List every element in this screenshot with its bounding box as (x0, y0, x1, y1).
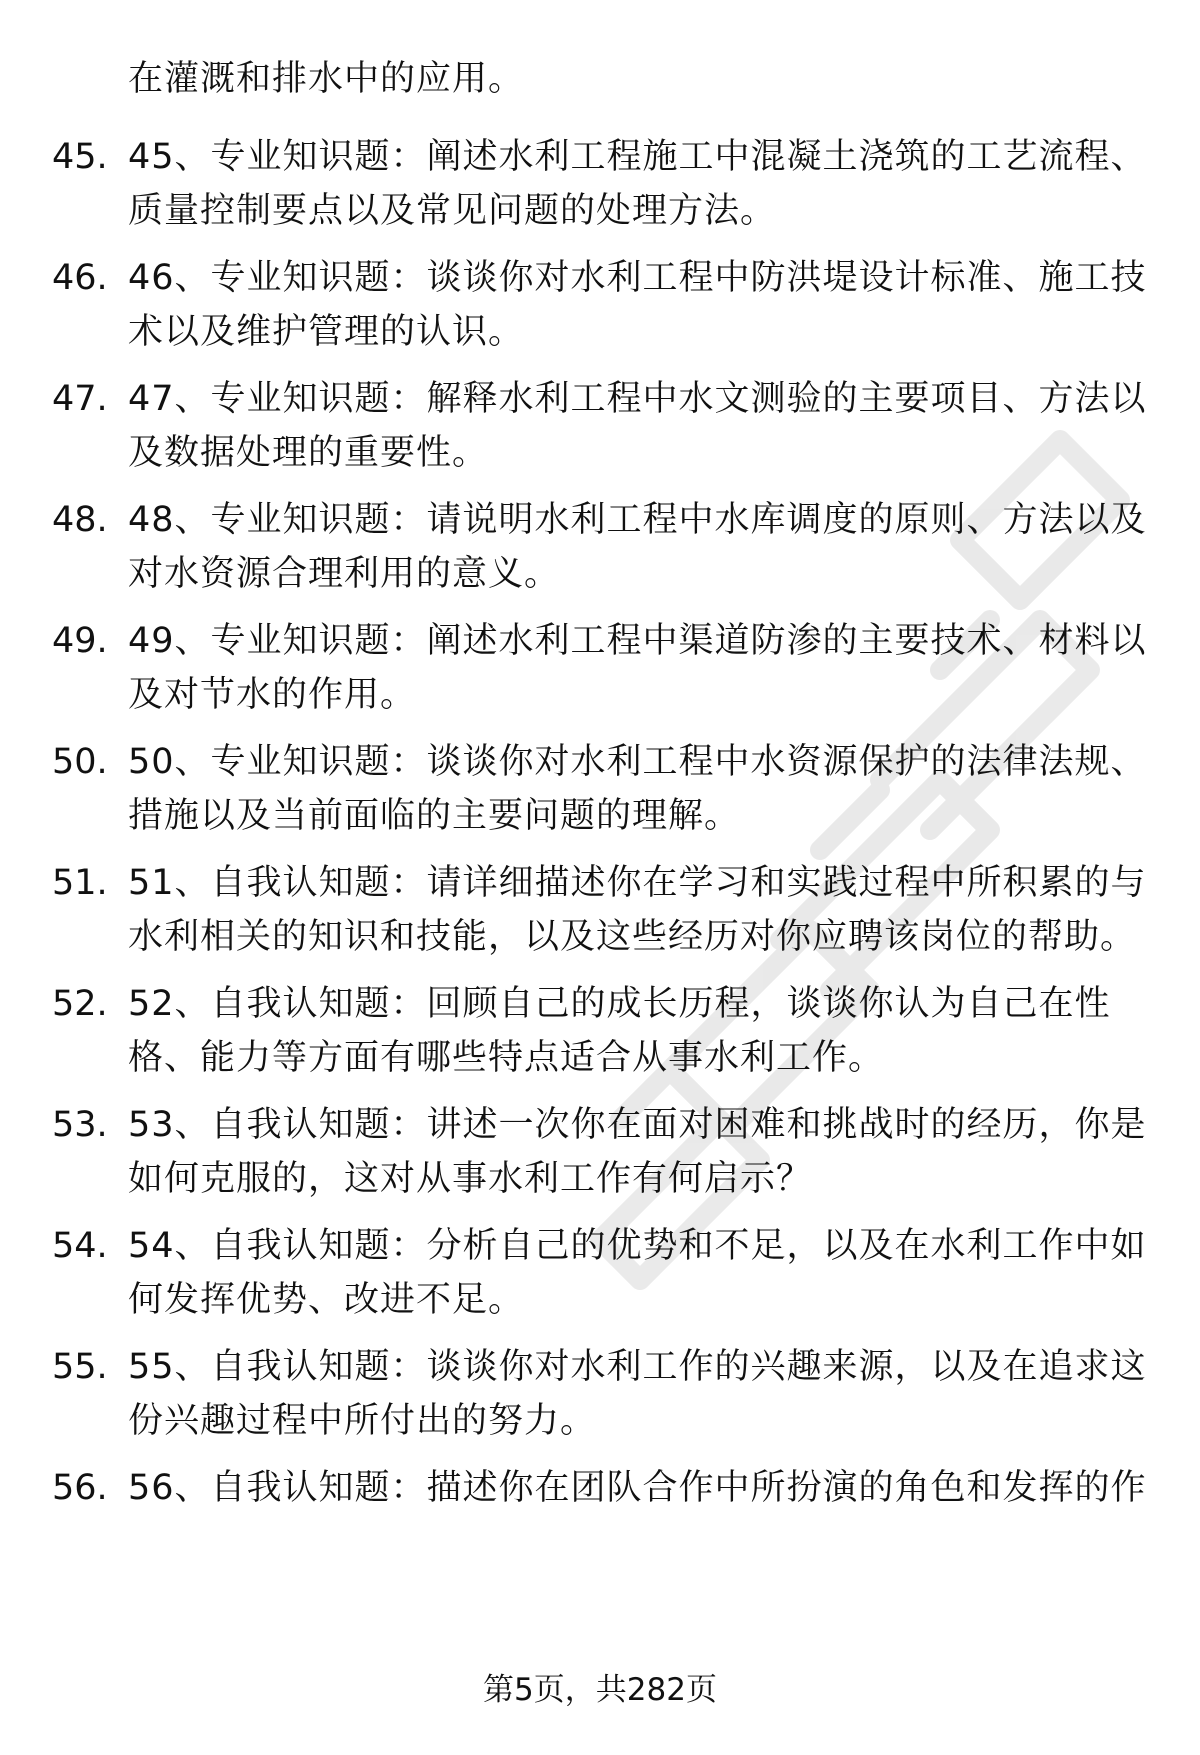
list-number: 45. (52, 137, 108, 177)
list-item (0, 977, 1200, 1097)
list-item (0, 614, 1200, 734)
list-item (0, 372, 1200, 492)
continued-question-text: 在灌溉和排水中的应用。 (128, 59, 525, 99)
list-number: 53. (52, 1105, 108, 1145)
list-number: 47. (52, 379, 108, 419)
list-item (0, 493, 1200, 613)
page-number-footer: 第5页，共282页 (483, 1672, 717, 1708)
list-number: 54. (52, 1226, 108, 1266)
question-text: 52、自我认知题：回顾自己的成长历程，谈谈你认为自己在性格、能力等方面有哪些特点适合从事水利工作。 (128, 984, 1111, 1078)
list-number: 51. (52, 863, 108, 903)
question-text: 49、专业知识题：阐述水利工程中渠道防渗的主要技术、材料以及对节水的作用。 (128, 621, 1147, 715)
list-item (0, 1461, 1200, 1581)
list-number: 50. (52, 742, 108, 782)
question-text: 46、专业知识题：谈谈你对水利工程中防洪堤设计标准、施工技术以及维护管理的认识。 (128, 258, 1147, 352)
question-text: 53、自我认知题：讲述一次你在面对困难和挑战时的经历，你是如何克服的，这对从事水利工作有何启示？ (128, 1105, 1147, 1199)
question-text: 50、专业知识题：谈谈你对水利工程中水资源保护的法律法规、措施以及当前面临的主要问题的理解。 (128, 742, 1147, 836)
question-text: 48、专业知识题：请说明水利工程中水库调度的原则、方法以及对水资源合理利用的意义。 (128, 500, 1147, 594)
list-number: 52. (52, 984, 108, 1024)
question-text: 47、专业知识题：解释水利工程中水文测验的主要项目、方法以及数据处理的重要性。 (128, 379, 1147, 473)
question-text: 56、自我认知题：描述你在团队合作中所扮演的角色和发挥的作 (128, 1468, 1147, 1508)
list-item (0, 735, 1200, 855)
question-text: 51、自我认知题：请详细描述你在学习和实践过程中所积累的与水利相关的知识和技能，以及这些经历对你应聘该岗位的帮助。 (128, 863, 1147, 957)
list-number: 56. (52, 1468, 108, 1508)
question-text: 54、自我认知题：分析自己的优势和不足，以及在水利工作中如何发挥优势、改进不足。 (128, 1226, 1147, 1320)
list-item (0, 251, 1200, 371)
list-item (0, 130, 1200, 250)
question-text: 45、专业知识题：阐述水利工程施工中混凝土浇筑的工艺流程、质量控制要点以及常见问题的处理方法。 (128, 137, 1147, 231)
list-number: 46. (52, 258, 108, 298)
list-item (0, 1340, 1200, 1460)
question-text: 55、自我认知题：谈谈你对水利工作的兴趣来源，以及在追求这份兴趣过程中所付出的努力。 (128, 1347, 1147, 1441)
list-item (0, 1219, 1200, 1339)
list-item (0, 1098, 1200, 1218)
list-number: 49. (52, 621, 108, 661)
list-item (0, 856, 1200, 976)
list-number: 55. (52, 1347, 108, 1387)
list-number: 48. (52, 500, 108, 540)
